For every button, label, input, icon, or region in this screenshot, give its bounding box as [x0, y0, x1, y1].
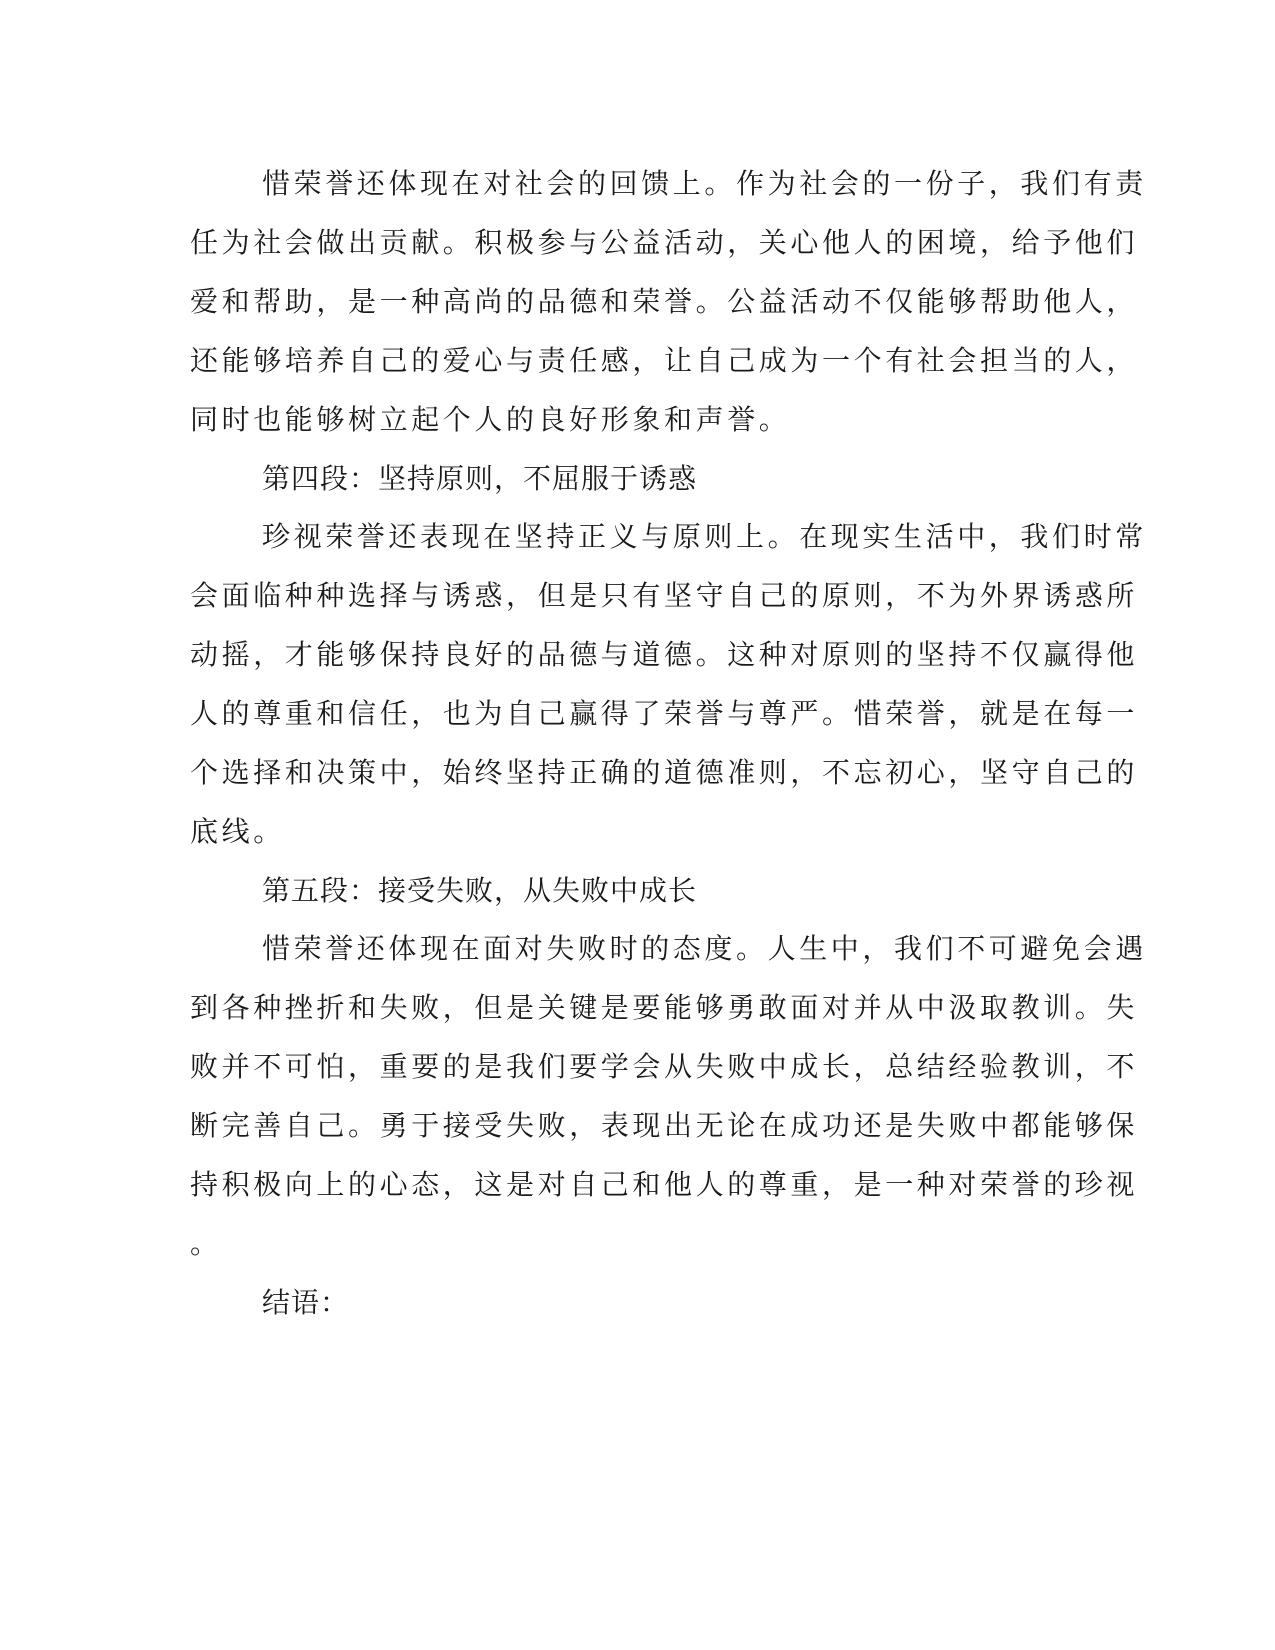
paragraph-line: 持积极向上的心态，这是对自己和他人的尊重，是一种对荣誉的珍视	[190, 1168, 1139, 1201]
paragraph-line: 到各种挫折和失败，但是关键是要能够勇敢面对并从中汲取教训。失	[190, 991, 1139, 1024]
paragraph-line: 惜荣誉还体现在面对失败时的态度。人生中，我们不可避免会遇	[262, 932, 1147, 965]
section-heading: 第五段：接受失败，从失败中成长	[262, 874, 698, 907]
paragraph-line: 会面临种种选择与诱惑，但是只有坚守自己的原则，不为外界诱惑所	[190, 579, 1139, 612]
paragraph-line: 惜荣誉还体现在对社会的回馈上。作为社会的一份子，我们有责	[262, 167, 1147, 200]
conclusion-heading: 结语：	[262, 1286, 350, 1319]
paragraph-line: 人的尊重和信任，也为自己赢得了荣誉与尊严。惜荣誉，就是在每一	[190, 697, 1139, 730]
paragraph-line: 爱和帮助，是一种高尚的品德和荣誉。公益活动不仅能够帮助他人，	[190, 285, 1139, 318]
paragraph-line: 珍视荣誉还表现在坚持正义与原则上。在现实生活中，我们时常	[262, 520, 1147, 553]
paragraph-line: 败并不可怕，重要的是我们要学会从失败中成长，总结经验教训，不	[190, 1050, 1139, 1083]
paragraph-line: 断完善自己。勇于接受失败，表现出无论在成功还是失败中都能够保	[190, 1109, 1139, 1142]
paragraph-line: 任为社会做出贡献。积极参与公益活动，关心他人的困境，给予他们	[190, 226, 1139, 259]
paragraph-line: 还能够培养自己的爱心与责任感，让自己成为一个有社会担当的人，	[190, 344, 1139, 377]
paragraph-line: 。	[190, 1227, 222, 1260]
paragraph-line: 个选择和决策中，始终坚持正确的道德准则，不忘初心，坚守自己的	[190, 756, 1139, 789]
paragraph-line: 动摇，才能够保持良好的品德与道德。这种对原则的坚持不仅赢得他	[190, 638, 1139, 671]
paragraph-line: 同时也能够树立起个人的良好形象和声誉。	[190, 403, 791, 436]
paragraph-line: 底线。	[190, 815, 285, 848]
section-heading: 第四段：坚持原则，不屈服于诱惑	[262, 462, 698, 495]
